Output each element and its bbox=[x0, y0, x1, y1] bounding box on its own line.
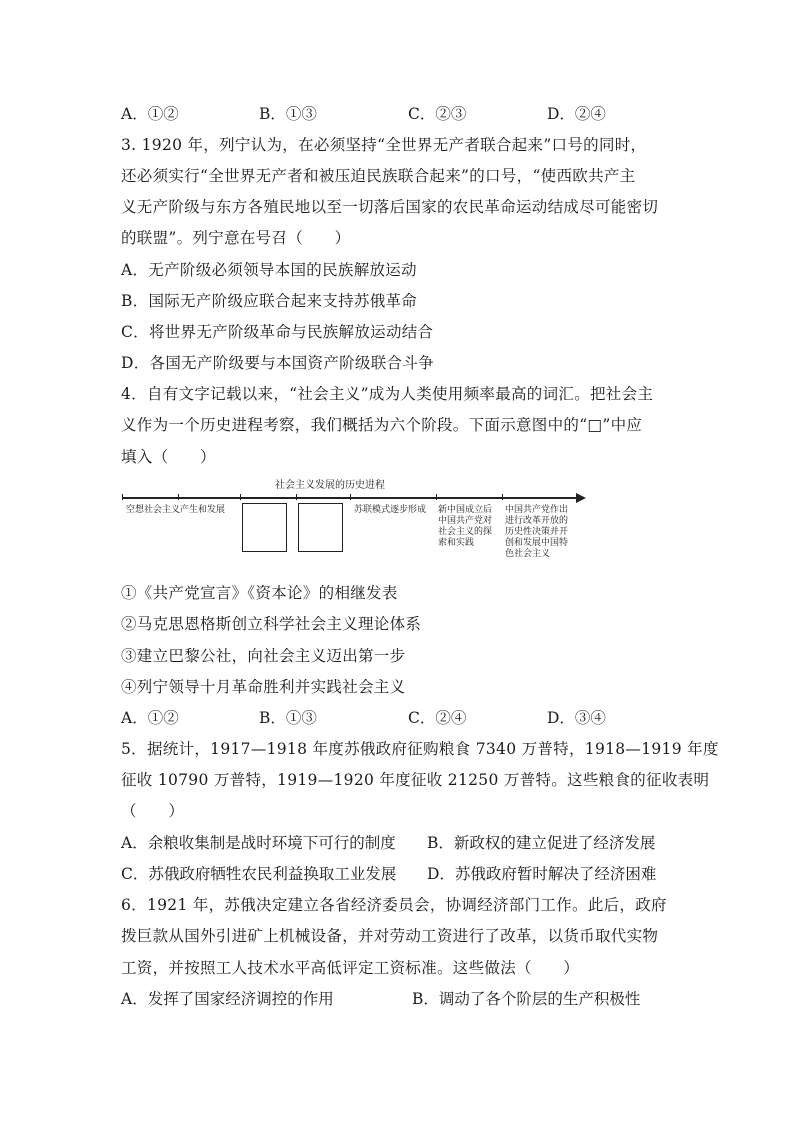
q5-option-a: A．余粮收集制是战时环境下可行的制度 bbox=[121, 834, 396, 852]
q5-option-d: D．苏俄政府暂时解决了经济困难 bbox=[427, 865, 657, 883]
timeline-tick bbox=[178, 494, 179, 500]
q3-option-c: C．将世界无产阶级革命与民族解放运动结合 bbox=[121, 323, 434, 341]
q2-option-c: C．②③ bbox=[408, 105, 467, 123]
q5-option-c: C．苏俄政府牺牲农民利益换取工业发展 bbox=[121, 865, 397, 883]
blank-box bbox=[298, 503, 343, 552]
timeline-tick bbox=[436, 494, 437, 500]
socialism-timeline-diagram bbox=[120, 476, 600, 568]
stage-label: 中国共产党作出 进行改革开放的 历史性决策并开 创和发展中国特 色社会主义 bbox=[505, 505, 569, 559]
timeline-tick bbox=[122, 494, 123, 500]
timeline-arrow-icon bbox=[576, 493, 586, 503]
timeline-tick bbox=[240, 494, 241, 500]
q5-stem-line: 5．据统计，1917—1918 年度苏俄政府征购粮食 7340 万普特，1918—1919 年度 bbox=[121, 740, 719, 758]
q6-stem-line: 拨巨款从国外引进矿上机械设备，并对劳动工资进行了改革，以货币取代实物 bbox=[121, 927, 659, 945]
stage-label: 新中国成立后 中国共产党对 社会主义的探 索和实践 bbox=[438, 505, 493, 548]
q3-stem-line: 3. 1920 年，列宁认为，在必须坚持“全世界无产者联合起来”口号的同时， bbox=[121, 136, 647, 154]
q5-option-b: B．新政权的建立促进了经济发展 bbox=[427, 834, 656, 852]
blank-box bbox=[242, 503, 287, 552]
q2-option-d: D．②④ bbox=[547, 105, 606, 123]
stage-label: 苏联模式逐步形成 bbox=[354, 505, 427, 515]
q3-stem-line: 还必须实行“全世界无产者和被压迫民族联合起来”的口号，“使西欧共产主 bbox=[121, 167, 636, 185]
q4-stem-line: 4．自有文字记载以来，“社会主义”成为人类使用频率最高的词汇。把社会主 bbox=[121, 385, 654, 403]
timeline-tick bbox=[350, 494, 351, 500]
q4-item: ②马克思恩格斯创立科学社会主义理论体系 bbox=[121, 615, 422, 633]
q5-stem-line: （ ） bbox=[121, 802, 185, 820]
q3-stem-line: 的联盟”。列宁意在号召（ ） bbox=[121, 229, 351, 247]
q6-option-a: A．发挥了国家经济调控的作用 bbox=[121, 990, 334, 1008]
q3-stem-line: 义无产阶级与东方各殖民地以至一切落后国家的农民革命运动结成尽可能密切 bbox=[121, 198, 659, 216]
q3-option-b: B．国际无产阶级应联合起来支持苏俄革命 bbox=[121, 292, 418, 310]
q3-option-a: A．无产阶级必须领导本国的民族解放运动 bbox=[121, 261, 417, 279]
q5-stem-line: 征收 10790 万普特，1919—1920 年度征收 21250 万普特。这些粮食的征收表明 bbox=[121, 771, 710, 789]
q6-stem-line: 6．1921 年，苏俄决定建立各省经济委员会，协调经济部门工作。此后，政府 bbox=[121, 896, 667, 914]
q4-option-c: C．②④ bbox=[408, 709, 467, 727]
q4-stem-line: 填入（ ） bbox=[121, 448, 216, 466]
q2-option-b: B．①③ bbox=[259, 105, 317, 123]
stage-label: 空想社会主义产生和发展 bbox=[126, 505, 226, 515]
timeline-tick bbox=[502, 494, 503, 500]
q4-option-a: A．①② bbox=[121, 709, 179, 727]
timeline-tick bbox=[296, 494, 297, 500]
q3-option-d: D．各国无产阶级要与本国资产阶级联合斗争 bbox=[121, 354, 434, 372]
q2-option-a: A．①② bbox=[121, 105, 179, 123]
q4-option-b: B．①③ bbox=[259, 709, 317, 727]
q6-option-b: B．调动了各个阶层的生产积极性 bbox=[412, 990, 641, 1008]
q4-stem-line: 义作为一个历史进程考察，我们概括为六个阶段。下面示意图中的“□”中应 bbox=[121, 416, 643, 434]
diagram-title: 社会主义发展的历史进程 bbox=[275, 480, 385, 491]
q4-item: ④列宁领导十月革命胜利并实践社会主义 bbox=[121, 678, 406, 696]
q4-item: ③建立巴黎公社，向社会主义迈出第一步 bbox=[121, 647, 406, 665]
q4-item: ①《共产党宣言》《资本论》的相继发表 bbox=[121, 584, 398, 602]
q4-option-d: D．③④ bbox=[547, 709, 606, 727]
q6-stem-line: 工资，并按照工人技术水平高低评定工资标准。这些做法（ ） bbox=[121, 959, 580, 977]
